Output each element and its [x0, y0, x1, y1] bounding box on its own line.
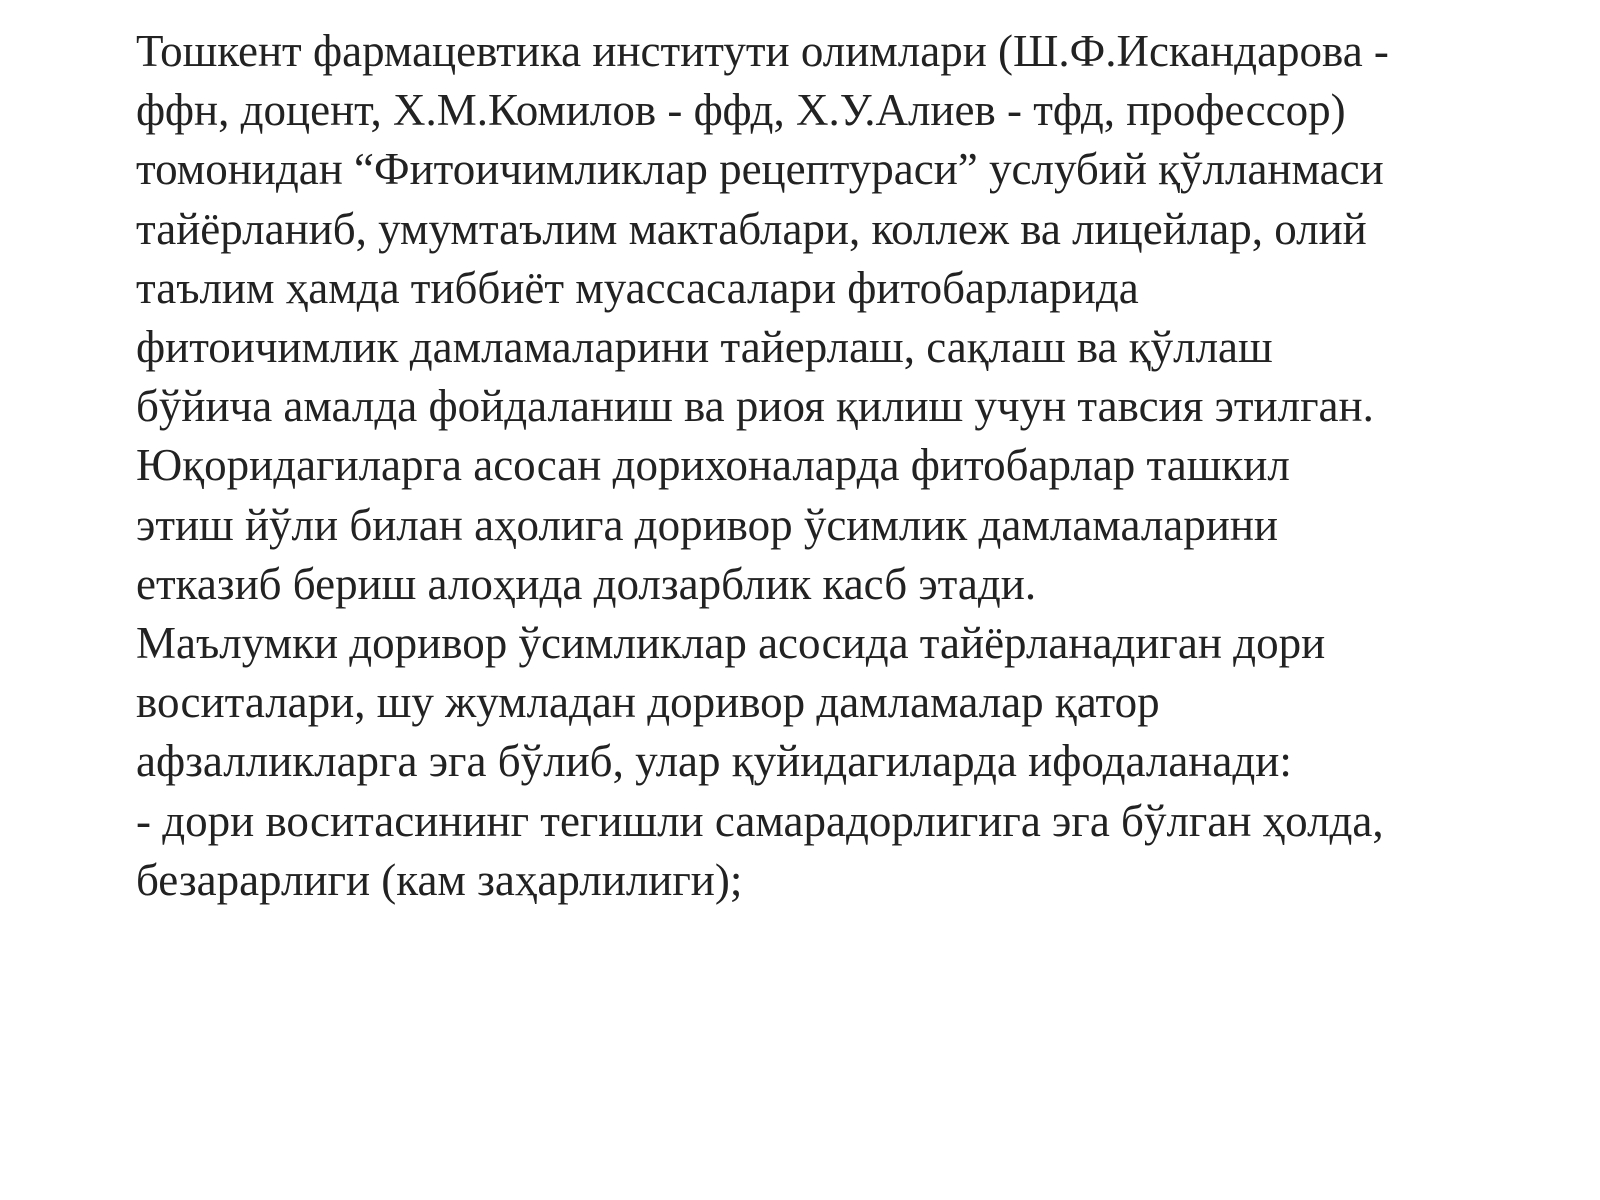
- document-body: [136, 22, 1556, 910]
- text-line: томонидан “Фитоичимликлар рецептураси” услубий қўлланмаси: [136, 144, 1384, 195]
- text-line: тайёрланиб, умумтаълим мактаблари, коллеж ва лицейлар, олий: [136, 203, 1367, 254]
- text-line: ффн, доцент, Х.М.Комилов - ффд, Х.У.Алиев - тфд, профессор): [136, 85, 1346, 136]
- text-line: Тошкент фармацевтика институти олимлари (Ш.Ф.Искандарова -: [136, 26, 1389, 76]
- text-line: этиш йўли билан аҳолига доривор ўсимлик дамламаларини: [136, 499, 1279, 550]
- text-line: етказиб бериш алоҳида долзарблик касб этади.: [136, 558, 1037, 609]
- text-line: Юқоридагиларга асосан дорихоналарда фитобарлар ташкил: [136, 440, 1290, 491]
- text-line: Маълумки доривор ўсимликлар асосида тайёрланадиган дори: [136, 618, 1326, 669]
- text-line: фитоичимлик дамламаларини тайерлаш, сақлаш ва қўллаш: [136, 322, 1273, 373]
- text-line: таълим ҳамда тиббиёт муассасалари фитобарларида: [136, 262, 1139, 313]
- text-line: безарарлиги (кам заҳарлилиги);: [136, 854, 743, 905]
- text-line: воситалари, шу жумладан доривор дамламалар қатор: [136, 677, 1160, 728]
- text-line: афзалликларга эга бўлиб, улар қуйидагиларда ифодаланади:: [136, 736, 1292, 787]
- text-line: бўйича амалда фойдаланиш ва риоя қилиш учун тавсия этилган.: [136, 381, 1374, 432]
- text-line: - дори воситасининг тегишли самарадорлигига эга бўлган ҳолда,: [136, 795, 1384, 846]
